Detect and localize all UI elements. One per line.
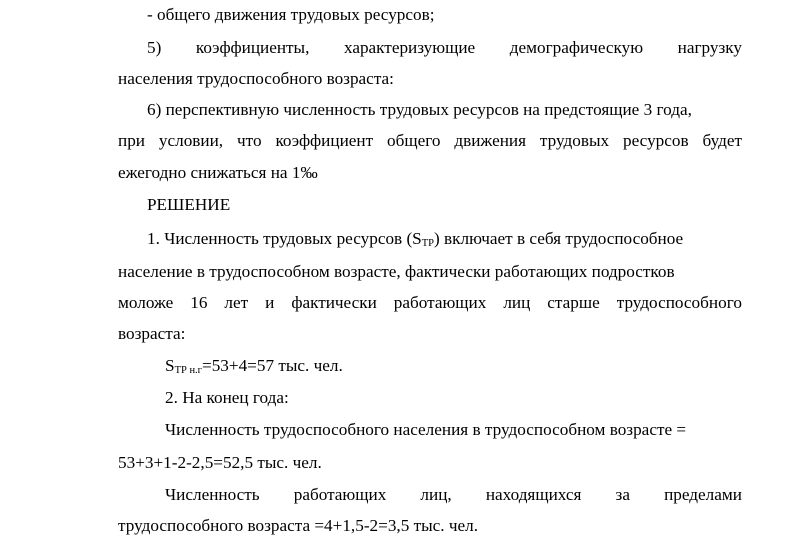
text-line-workers-outside-age-value: трудоспособного возраста =4+1,5-2=3,5 тыс. чел. [118, 516, 479, 535]
text-line-working-age-population: Численность трудоспособного населения в трудоспособном возрасте = [165, 420, 687, 439]
word: коэффициент [275, 131, 374, 150]
word: демографическую [509, 38, 644, 57]
word: работающих [393, 293, 487, 312]
word: лиц, [420, 485, 452, 504]
word: старше [547, 293, 600, 312]
point-1-end: ) включает в себя трудоспособное [434, 229, 684, 248]
text-line-point-1-cont2 [118, 293, 742, 313]
text-line-working-age-population-value: 53+3+1-2-2,5=52,5 тыс. чел. [118, 453, 322, 472]
text-line-item-6: 6) перспективную численность трудовых ресурсов на предстоящие 3 года, [147, 100, 692, 119]
word: трудовых [539, 131, 610, 150]
formula-subscript: ТР н.г [174, 365, 202, 376]
word: работающих [293, 485, 387, 504]
text-line-item-6-end: ежегодно снижаться на 1‰ [118, 163, 318, 182]
formula-value: =53+4=57 тыс. чел. [202, 356, 343, 375]
word: будет [702, 131, 742, 150]
word: за [615, 485, 630, 504]
word: фактически [291, 293, 377, 312]
word: характеризующие [343, 38, 476, 57]
text-line-item-5 [147, 38, 742, 58]
word: условии, [158, 131, 224, 150]
word: пределами [664, 485, 742, 504]
point-1-subscript: ТР [421, 238, 434, 249]
word: лет [224, 293, 249, 312]
word: находящихся [485, 485, 582, 504]
word: при [118, 131, 145, 150]
text-line-item-5-cont: населения трудоспособного возраста: [118, 69, 394, 88]
text-line-point-2: 2. На конец года: [165, 388, 289, 407]
word: лиц [503, 293, 531, 312]
word: движения [454, 131, 526, 150]
formula-str-start [165, 356, 343, 379]
word: 5) [147, 38, 162, 57]
word: коэффициенты, [195, 38, 310, 57]
text-line-item-6-cont [118, 131, 742, 151]
word: что [237, 131, 262, 150]
text-line-workers-outside-age [165, 485, 742, 505]
word: нагрузку [677, 38, 742, 57]
word: 16 [190, 293, 208, 312]
text-line-point-1-cont: население в трудоспособном возрасте, фактически работающих подростков [118, 262, 675, 281]
text-line-point-1-end: возраста: [118, 324, 186, 343]
word: и [265, 293, 275, 312]
text-line-general-movement: - общего движения трудовых ресурсов; [147, 5, 435, 24]
solution-heading: РЕШЕНИЕ [147, 195, 231, 214]
word: Численность [165, 485, 260, 504]
word: общего [387, 131, 441, 150]
formula-symbol: S [165, 356, 175, 375]
word: трудоспособного [616, 293, 742, 312]
word: ресурсов [623, 131, 689, 150]
text-line-point-1 [147, 229, 683, 252]
point-1-start: 1. Численность трудовых ресурсов (S [147, 229, 422, 248]
word: моложе [118, 293, 174, 312]
